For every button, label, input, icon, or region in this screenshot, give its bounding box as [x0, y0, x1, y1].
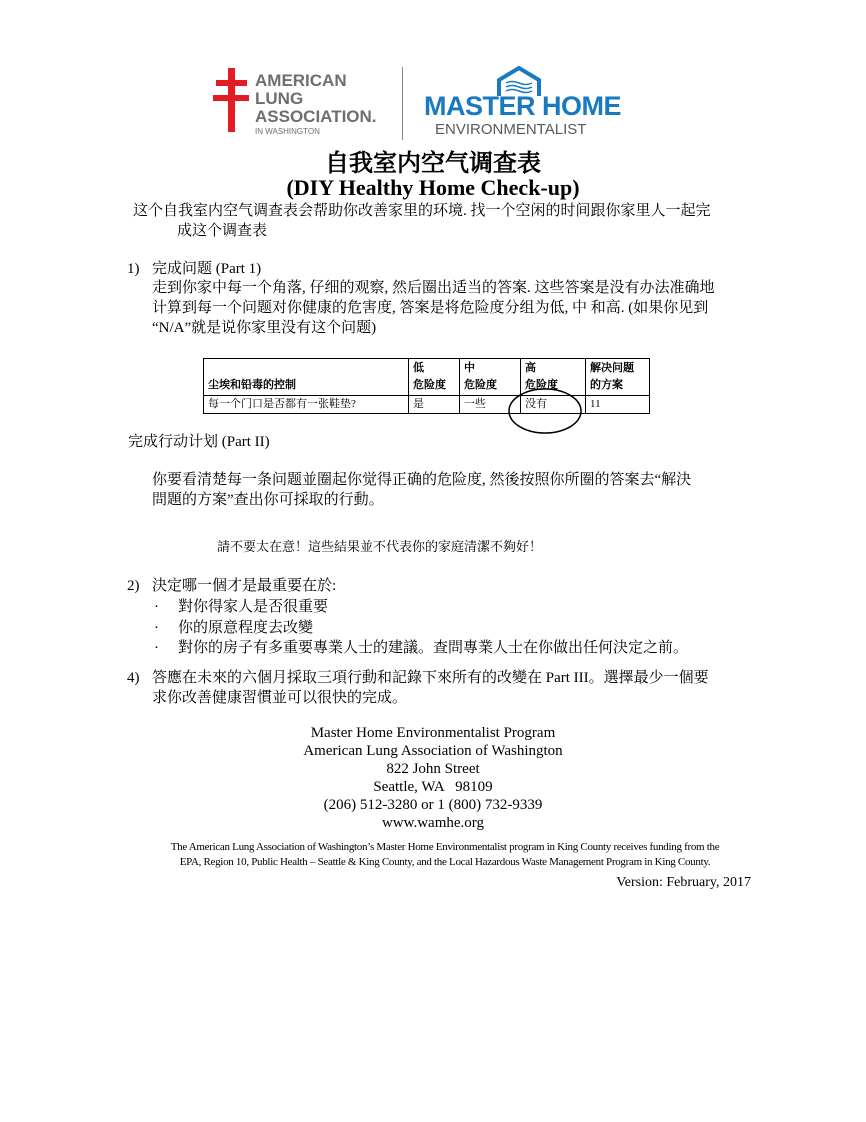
ala-line2: LUNG	[255, 89, 304, 108]
bullet-dot: ·	[154, 640, 159, 656]
part2-line: 問題的方案”查出你可採取的行動。	[152, 492, 384, 508]
ala-line1: AMERICAN	[255, 71, 347, 90]
bullet-item: 你的原意程度去改變	[178, 620, 314, 636]
funding-line: EPA, Region 10, Public Health – Seattle & King County, and the Local Hazardous Waste Management Program in King County.	[179, 856, 711, 868]
bullet-item: 對你的房子有多重要專業人士的建議。查問專業人士在你做出任何決定之前。	[178, 640, 689, 656]
table-header: 高 危险度	[521, 359, 586, 396]
section4-line: 求你改善健康習慣並可以很快的完成。	[152, 690, 408, 706]
intro-line2: 成这个调查表	[177, 223, 268, 239]
section1-line: 走到你家中每一个角落, 仔细的观察, 然后圈出适当的答案. 这些答案是没有办法准确地	[152, 280, 715, 296]
table-header: 尘埃和铅毒的控制	[204, 359, 409, 396]
section4-line: 答應在未來的六個月採取三項行動和記錄下來所有的改變在 Part III。選擇最少一個要	[152, 670, 709, 686]
section1-number: 1)	[127, 261, 140, 277]
bullet-dot: ·	[154, 599, 159, 615]
page-title: 自我室内空气调查表	[325, 149, 541, 177]
bullet-item: 對你得家人是否很重要	[178, 599, 329, 615]
table-cell: 每一个门口是否都有一张鞋垫?	[204, 396, 409, 414]
funding-note	[0, 840, 866, 870]
footer-website-link[interactable]: www.wamhe.org	[381, 815, 485, 831]
section1-heading: 完成问题 (Part 1)	[152, 261, 262, 277]
section2-heading: 決定哪一個才是最重要在於:	[152, 578, 337, 594]
section1-line: 计算到每一个问题对你健康的危害度, 答案是将危险度分组为低, 中 和高. (如果你见到	[152, 300, 709, 316]
table-cell: 一些	[460, 396, 521, 414]
bullet-dot: ·	[154, 620, 159, 636]
page-subtitle: (DIY Healthy Home Check-up)	[286, 175, 580, 200]
footer-line: Master Home Environmentalist Program	[310, 725, 556, 741]
table-cell: 是	[409, 396, 460, 414]
logo-divider	[402, 67, 403, 140]
footer-line: Seattle, WA 98109	[373, 779, 493, 795]
table-header: 解决问题 的方案	[586, 359, 650, 396]
mhe-line1: MASTER HOME	[424, 91, 621, 121]
table-cell: 11	[586, 396, 650, 414]
footer-address	[0, 724, 866, 832]
footer-line: (206) 512-3280 or 1 (800) 732-9339	[323, 797, 543, 813]
table-header: 中 危险度	[460, 359, 521, 396]
lorraine-cross-icon	[213, 68, 249, 132]
footer-line: 822 John Street	[386, 761, 480, 777]
part2-note: 請不要太在意！這些結果並不代表你的家庭清潔不夠好！	[217, 539, 543, 554]
intro-line1: 这个自我室内空气调查表会帮助你改善家里的环境. 找一个空闲的时间跟你家里人一起完	[133, 203, 711, 219]
answer-circle	[505, 386, 585, 436]
table-header: 低 危险度	[409, 359, 460, 396]
ala-sub: IN WASHINGTON	[255, 127, 320, 136]
funding-line: The American Lung Association of Washington’s Master Home Environmentalist program in King County receives funding from the	[170, 841, 720, 853]
table-cell: 没有	[521, 396, 586, 414]
section4-number: 4)	[127, 670, 140, 686]
ala-line3: ASSOCIATION.	[255, 107, 377, 126]
part2-heading: 完成行动计划 (Part II)	[128, 434, 270, 450]
footer-line: American Lung Association of Washington	[303, 743, 563, 759]
section2-number: 2)	[127, 578, 140, 594]
version-text: Version: February, 2017	[616, 875, 751, 890]
mhe-line2: ENVIRONMENTALIST	[435, 121, 587, 138]
section1-line: “N/A”就是说你家里没有这个问题)	[152, 320, 377, 336]
part2-line: 你要看清楚每一条问题並圈起你觉得正确的危险度, 然後按照你所圈的答案去“解決	[152, 472, 692, 488]
